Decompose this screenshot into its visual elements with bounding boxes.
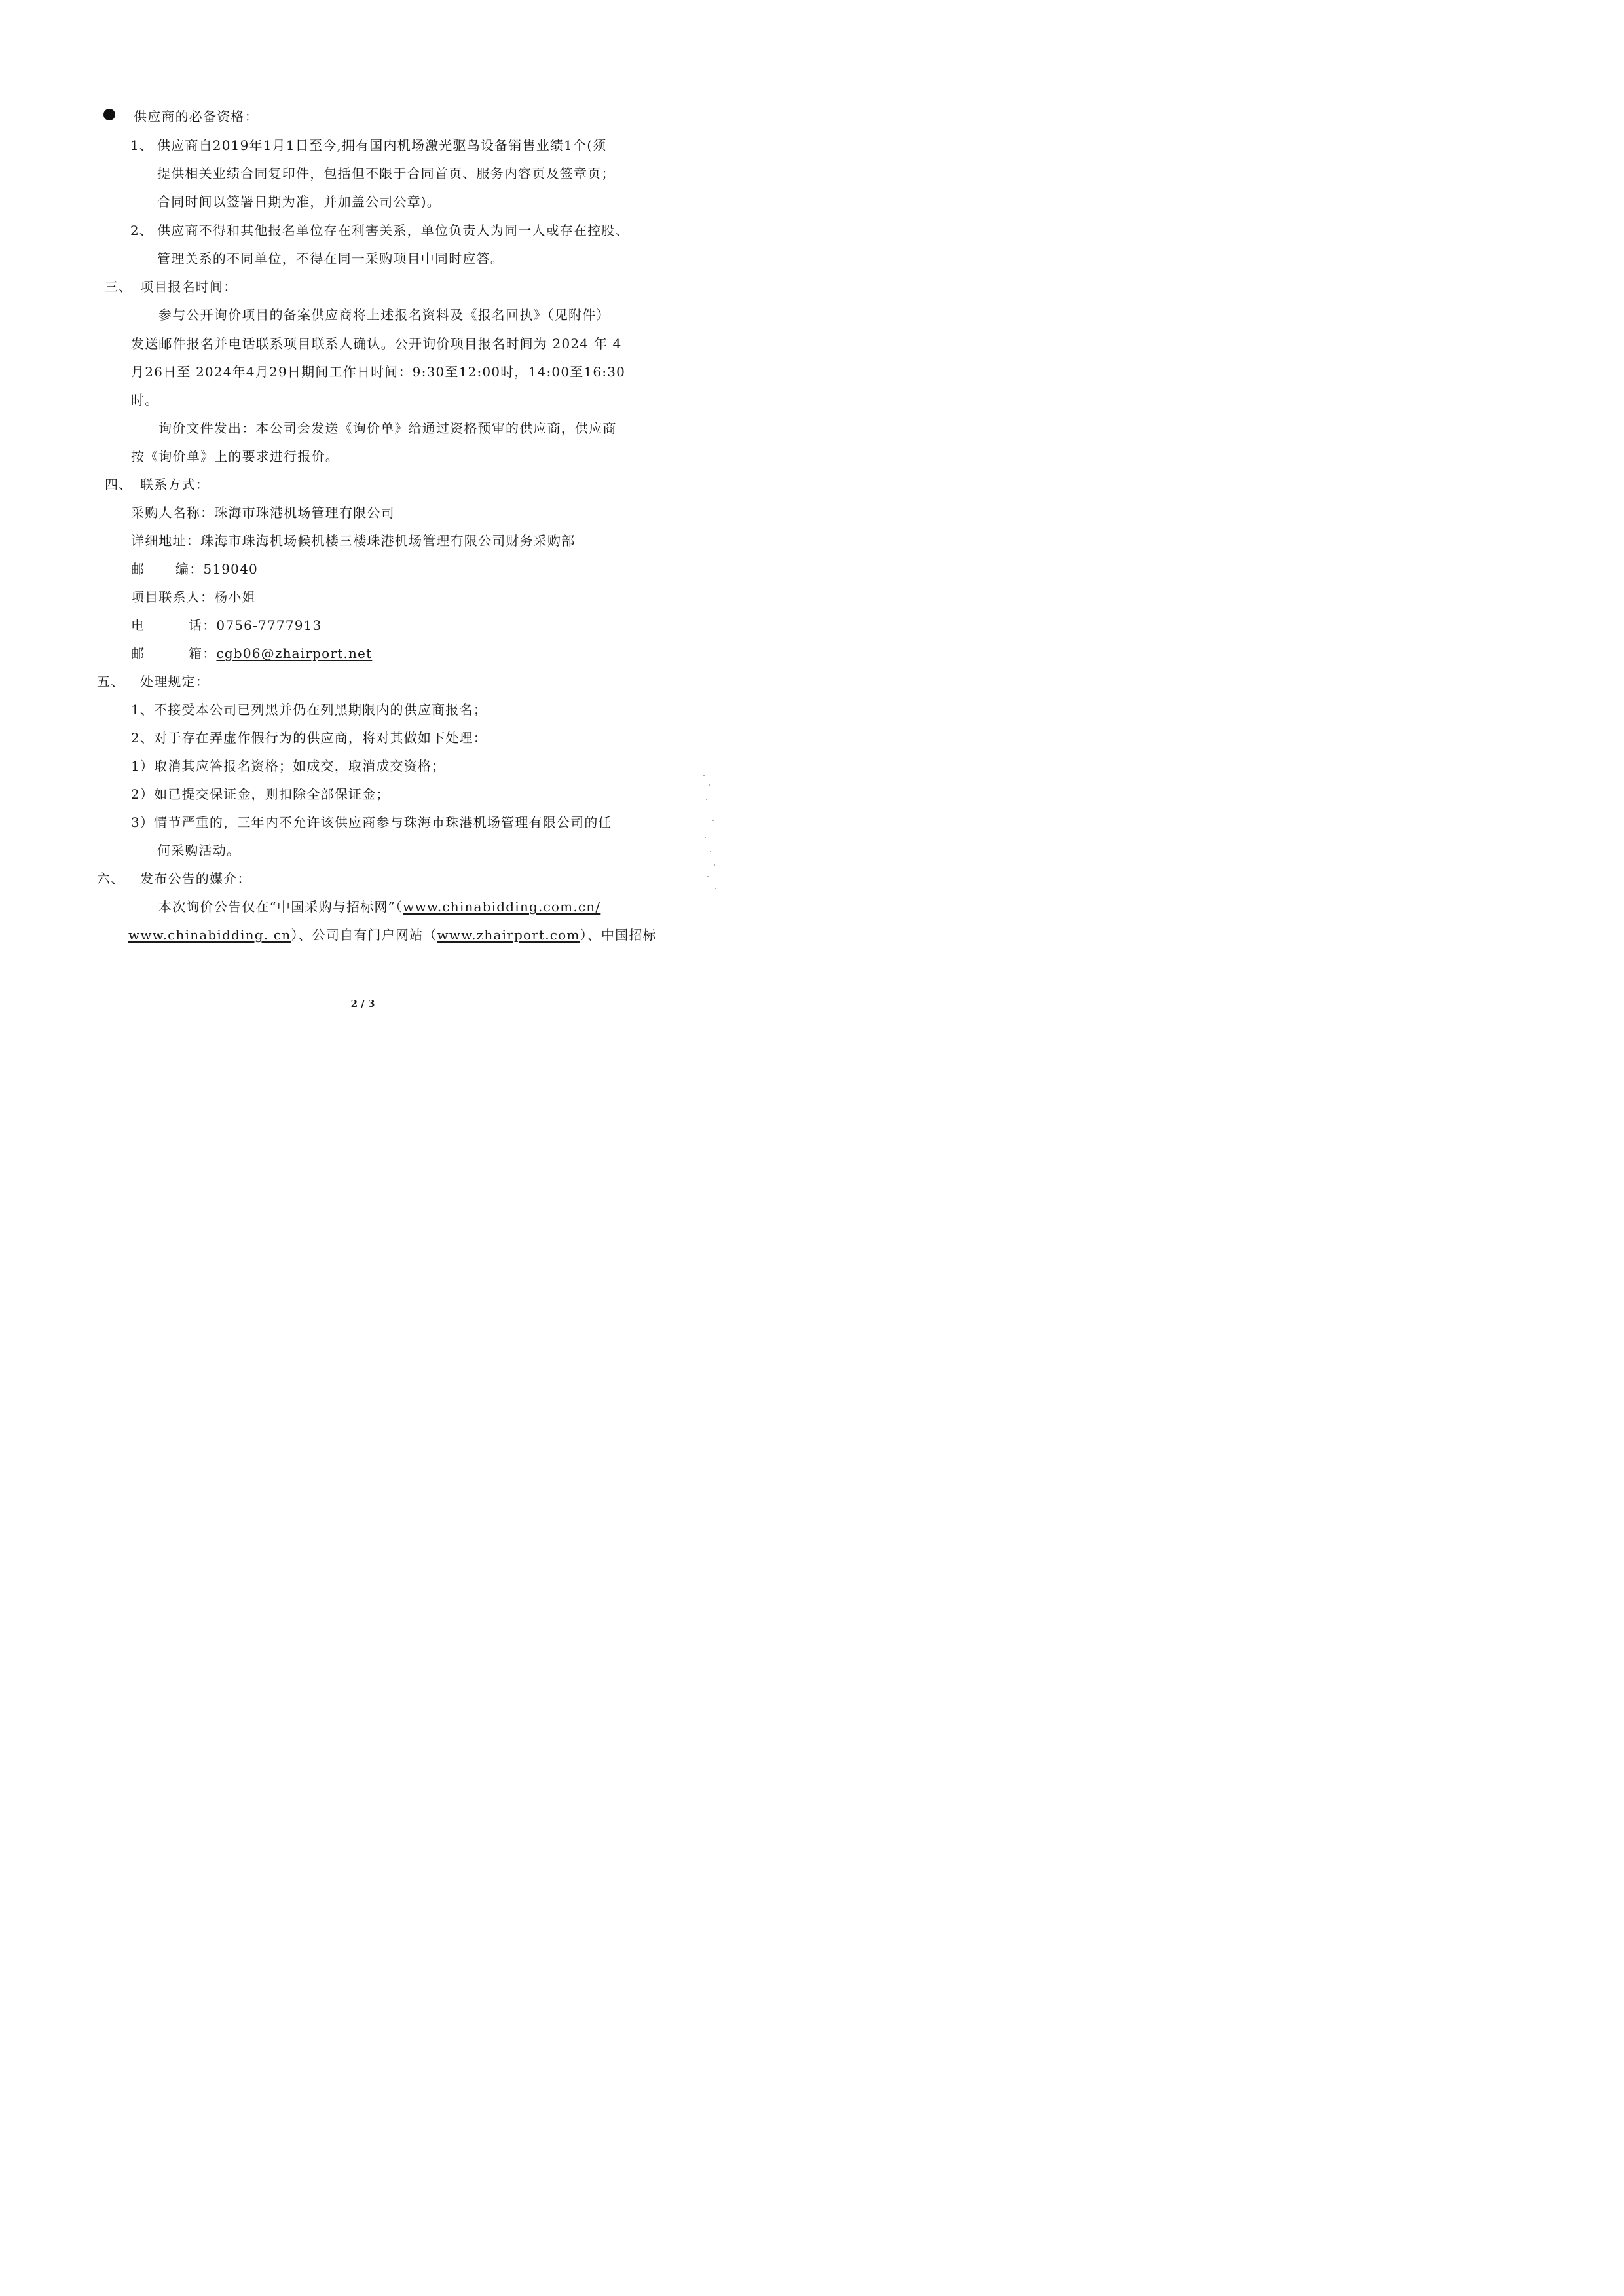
postcode-label-2: 编： xyxy=(175,561,204,577)
qualification-1-num: 1、 xyxy=(130,137,154,153)
address-label: 详细地址： xyxy=(131,533,200,549)
media-intro-text: 本次询价公告仅在“中国采购与招标网”（ xyxy=(158,899,403,915)
section-5-title: 处理规定： xyxy=(140,674,210,689)
postcode-value: 519040 xyxy=(203,561,258,577)
phone-value: 0756-7777913 xyxy=(216,617,322,633)
zhairport-link[interactable]: www.zhairport.com xyxy=(437,927,580,943)
section-3-para-1-line-2: 发送邮件报名并电话联系项目联系人确认。公开询价项目报名时间为 2024 年 4 xyxy=(131,336,622,352)
media-tail-text: ）、中国招标 xyxy=(580,927,657,943)
contact-label: 项目联系人： xyxy=(131,589,215,605)
contact-row xyxy=(131,587,256,606)
section-3-para-1-line-1: 参与公开询价项目的备案供应商将上述报名资料及《报名回执》（见附件） xyxy=(158,307,610,323)
qualification-2-line-2: 管理关系的不同单位，不得在同一采购项目中同时应答。 xyxy=(157,251,504,266)
section-3-number: 三、 xyxy=(105,279,133,295)
phone-label-2: 话： xyxy=(189,617,217,633)
chinabidding-com-link[interactable]: www.chinabidding.com.cn/ xyxy=(403,899,601,915)
postcode-label-1: 邮 xyxy=(131,561,145,577)
section-3-title: 项目报名时间： xyxy=(140,279,238,295)
address-value: 珠海市珠海机场候机楼三楼珠港机场管理有限公司财务采购部 xyxy=(200,533,576,549)
email-label-2: 箱： xyxy=(189,646,217,661)
email-label-1: 邮 xyxy=(131,646,145,661)
page-number: 2 / 3 xyxy=(350,998,375,1010)
address-row xyxy=(131,530,575,549)
phone-label-1: 电 xyxy=(131,617,145,633)
section-4-title: 联系方式： xyxy=(140,477,210,492)
qualification-2-num: 2、 xyxy=(130,223,154,238)
buyer-row xyxy=(131,502,395,521)
section-5-number: 五、 xyxy=(97,674,125,689)
rule-subitem-2: 2）如已提交保证金，则扣除全部保证金； xyxy=(131,786,390,802)
scan-artifact xyxy=(701,773,720,903)
email-link[interactable]: cgb06@zhairport.net xyxy=(216,646,373,661)
contact-value: 杨小姐 xyxy=(214,589,256,605)
email-row xyxy=(189,643,372,662)
buyer-value: 珠海市珠港机场管理有限公司 xyxy=(214,505,395,520)
bullet-icon xyxy=(103,109,115,120)
rule-item-2: 2、对于存在弄虚作假行为的供应商，将对其做如下处理： xyxy=(131,730,487,746)
rule-item-1: 1、不接受本公司已列黑并仍在列黑期限内的供应商报名； xyxy=(131,702,487,718)
qualification-2-line-1: 供应商不得和其他报名单位存在利害关系，单位负责人为同一人或存在控股、 xyxy=(157,223,629,238)
buyer-label: 采购人名称： xyxy=(131,505,215,520)
chinabidding-cn-link[interactable]: www.chinabidding. cn xyxy=(128,927,291,943)
qualification-1-line-2: 提供相关业绩合同复印件，包括但不限于合同首页、服务内容页及签章页； xyxy=(157,166,616,181)
section-3-para-1-line-3: 月26日至 2024年4月29日期间工作日时间：9:30至12:00时，14:00至16:30 xyxy=(131,364,626,380)
section-3-para-2-line-2: 按《询价单》上的要求进行报价。 xyxy=(131,448,339,464)
rule-subitem-3-cont: 何采购活动。 xyxy=(157,843,241,858)
section-6-line-1 xyxy=(158,896,600,915)
section-6-title: 发布公告的媒介： xyxy=(140,871,251,886)
section-6-number: 六、 xyxy=(97,871,125,886)
section-3-para-1-line-4: 时。 xyxy=(131,392,159,408)
postcode-row xyxy=(175,558,258,577)
section-3-para-2-line-1: 询价文件发出：本公司会发送《询价单》给通过资格预审的供应商，供应商 xyxy=(158,420,617,436)
qualification-1-line-1: 供应商自2019年1月1日至今,拥有国内机场激光驱鸟设备销售业绩1个(须 xyxy=(157,137,607,153)
rule-subitem-3: 3）情节严重的，三年内不允许该供应商参与珠海市珠港机场管理有限公司的任 xyxy=(131,814,612,830)
rule-subitem-1: 1）取消其应答报名资格；如成交，取消成交资格； xyxy=(131,758,446,774)
section-4-number: 四、 xyxy=(105,477,133,492)
media-mid-text: ）、公司自有门户网站（ xyxy=(291,927,437,943)
section-6-line-2 xyxy=(128,924,657,943)
qualifications-heading: 供应商的必备资格： xyxy=(134,109,259,124)
qualification-1-line-3: 合同时间以签署日期为准，并加盖公司公章)。 xyxy=(157,194,441,210)
phone-row xyxy=(189,615,322,634)
